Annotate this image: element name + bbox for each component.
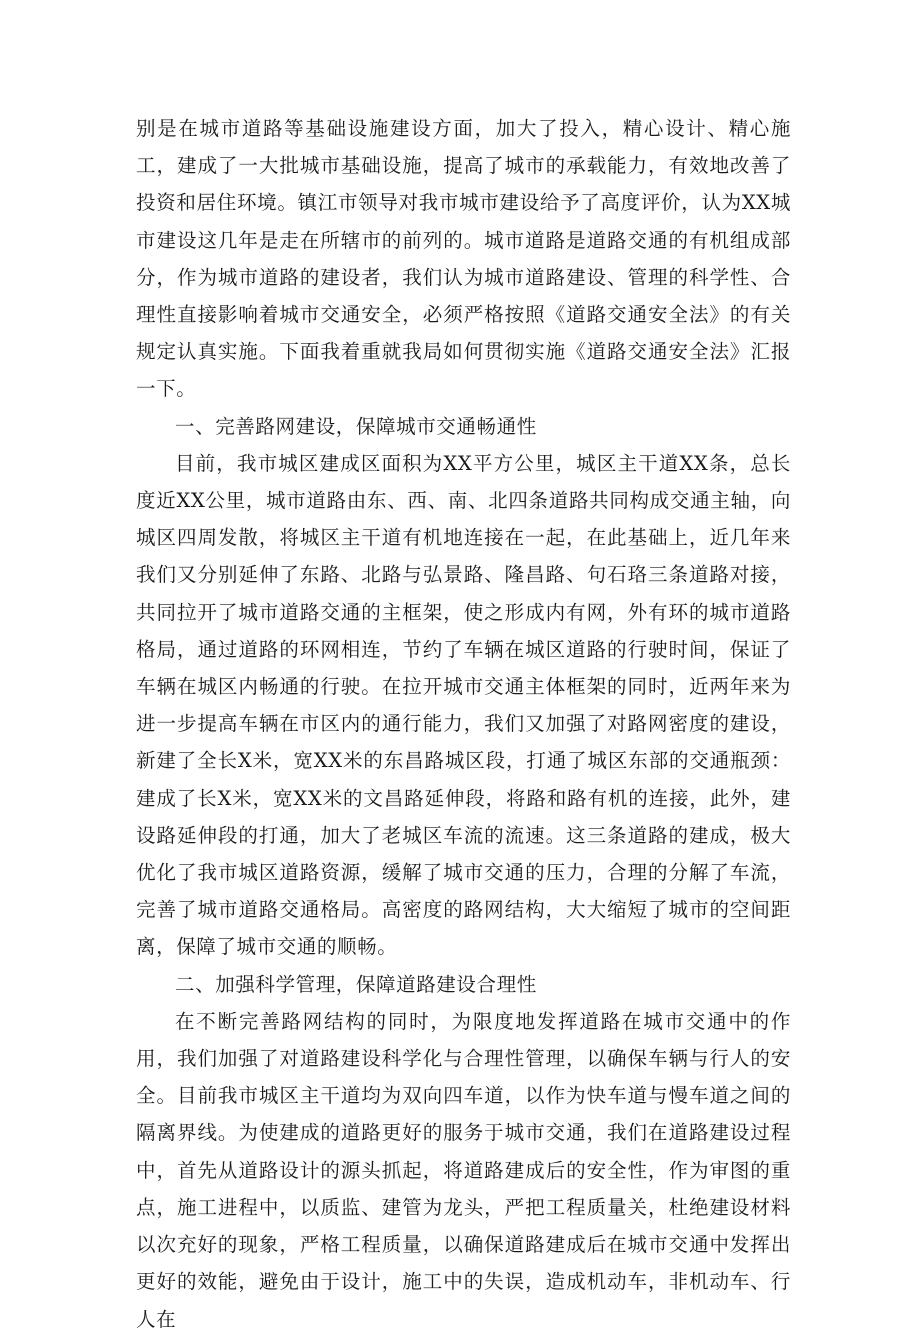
section-heading-2: 二、加强科学管理，保障道路建设合理性 — [175, 972, 537, 996]
section-heading-1: 一、完善路网建设，保障城市交通畅通性 — [175, 414, 537, 438]
body-paragraph-2: 目前，我市城区建成区面积为XX平方公里，城区主干道XX条，总长度近XX公里，城市道路由东、西、南、北四条道路共同构成交通主轴，向城区四周发散，将城区主干道有机地连接在一起，在此基础上，近几年来我们又分别延伸了东路、北路与弘景路、隆昌路、句石珞三条道路对接，共同拉开了城市道路交通的主框架，使之形成内有网，外有环的城市道路格局，通过道路的环网相连，节约了车辆在城区道路的行驶时间，保证了车辆在城区内畅通的行驶。在拉开城市交通主体框架的同时，近两年来为进一步提高车辆在市区内的通行能力，我们又加强了对路网密度的建设，新建了全长X米，宽XX米的东昌路城区段，打通了城区东部的交通瓶颈：建成了长X米，宽XX米的文昌路延伸段，将路和路有机的连接，此外，建设路延伸段的打通，加大了老城区车流的流速。这三条道路的建成，极大优化了我市城区道路资源，缓解了城市交通的压力，合理的分解了车流，完善了城市道路交通格局。高密度的路网结构，大大缩短了城市的空间距离，保障了城市交通的顺畅。 — [136, 451, 791, 959]
body-paragraph-1: 别是在城市道路等基础设施建设方面，加大了投入，精心设计、精心施工，建成了一大批城市基础设施，提高了城市的承载能力，有效地改善了投资和居住环境。镇江市领导对我市城市建设给予了高度评价，认为XX城市建设这几年是走在所辖市的前列的。城市道路是道路交通的有机组成部分，作为城市道路的建设者，我们认为城市道路建设、管理的科学性、合理性直接影响着城市交通安全，必须严格按照《道路交通安全法》的有关规定认真实施。下面我着重就我局如何贯彻实施《道路交通安全法》汇报一下。 — [136, 117, 791, 401]
body-paragraph-3: 在不断完善路网结构的同时，为限度地发挥道路在城市交通中的作用，我们加强了对道路建设科学化与合理性管理，以确保车辆与行人的安全。目前我市城区主干道均为双向四车道，以作为快车道与慢车道之间的隔离界线。为使建成的道路更好的服务于城市交通，我们在道路建设过程中，首先从道路设计的源头抓起，将道路建成后的安全性，作为审图的重点，施工进程中，以质监、建管为龙头，严把工程质量关，杜绝建设材料以次充好的现象，严格工程质量，以确保道路建成后在城市交通中发挥出更好的效能，避免由于设计，施工中的失误，造成机动车，非机动车、行人在 — [136, 1009, 791, 1331]
document-body — [136, 110, 791, 1338]
